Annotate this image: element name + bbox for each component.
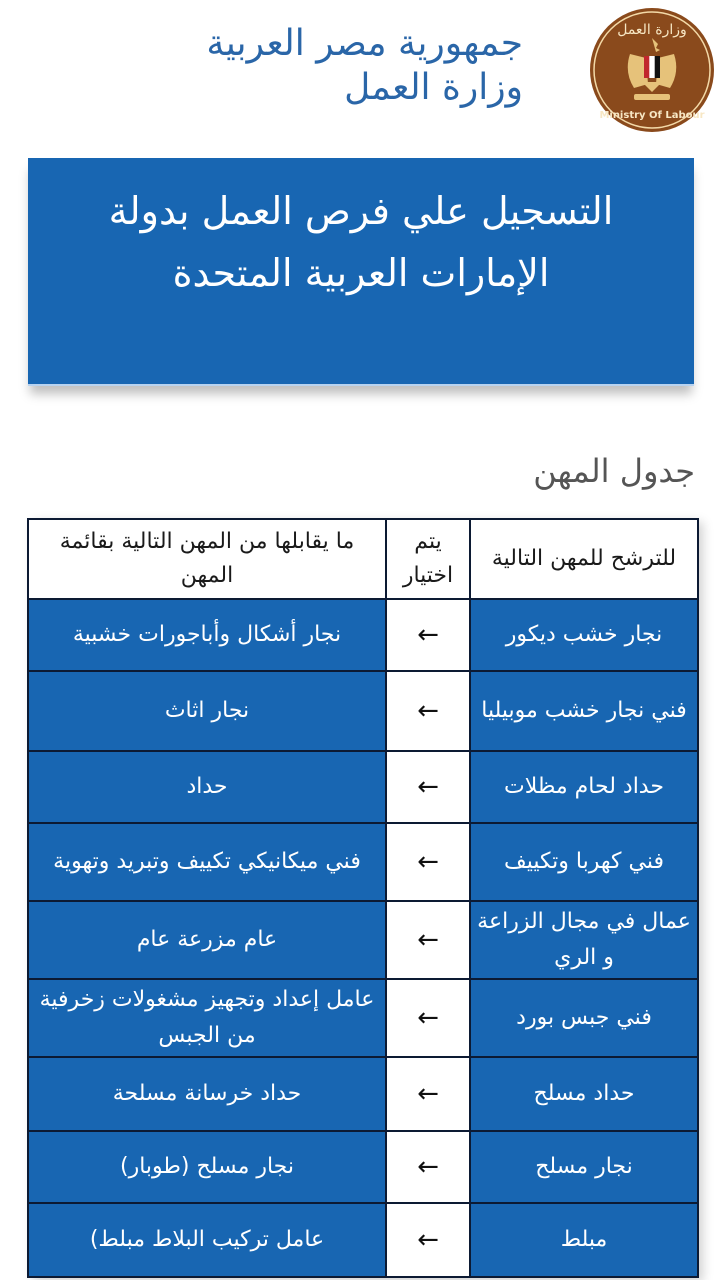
ministry-header (206, 22, 523, 110)
section-title: جدول المهن (533, 452, 695, 490)
cell-from: نجار مسلح (470, 1131, 698, 1203)
cell-to: حداد خرسانة مسلحة (28, 1057, 386, 1131)
svg-text:Ministry Of Labour: Ministry Of Labour (599, 110, 705, 121)
cell-from: مبلط (470, 1203, 698, 1277)
arrow-left-icon: ← (386, 1131, 470, 1203)
arrow-left-icon: ← (386, 1203, 470, 1277)
header-apply-for: للترشح للمهن التالية (470, 519, 698, 599)
table-row (28, 1203, 698, 1277)
professions-table-container (27, 518, 697, 1278)
table-row (28, 599, 698, 671)
table-row (28, 751, 698, 823)
cell-from: فني جبس بورد (470, 979, 698, 1057)
cell-from: حداد لحام مظلات (470, 751, 698, 823)
cell-from: فني نجار خشب موبيليا (470, 671, 698, 751)
arrow-left-icon: ← (386, 823, 470, 901)
cell-to: نجار اثاث (28, 671, 386, 751)
arrow-left-icon: ← (386, 671, 470, 751)
table-row (28, 823, 698, 901)
arrow-left-icon: ← (386, 901, 470, 979)
table-row (28, 671, 698, 751)
table-row (28, 901, 698, 979)
svg-text:وزارة العمل: وزارة العمل (617, 22, 687, 38)
table-row (28, 1131, 698, 1203)
cell-to: نجار مسلح (طوبار) (28, 1131, 386, 1203)
arrow-left-icon: ← (386, 599, 470, 671)
header-line-republic: جمهورية مصر العربية (206, 23, 523, 64)
banner-line-2: الإمارات العربية المتحدة (172, 251, 550, 295)
header-select: يتم اختيار (386, 519, 470, 599)
cell-from: نجار خشب ديكور (470, 599, 698, 671)
table-row (28, 1057, 698, 1131)
cell-from: عمال في مجال الزراعة و الري (470, 901, 698, 979)
banner-line-1: التسجيل علي فرص العمل بدولة (108, 189, 614, 233)
cell-from: حداد مسلح (470, 1057, 698, 1131)
header-equivalent: ما يقابلها من المهن التالية بقائمة المهن (28, 519, 386, 599)
arrow-left-icon: ← (386, 1057, 470, 1131)
registration-banner (28, 158, 694, 386)
professions-table (27, 518, 699, 1278)
cell-to: حداد (28, 751, 386, 823)
cell-to: عامل إعداد وتجهيز مشغولات زخرفية من الجبس (28, 979, 386, 1057)
cell-to: فني ميكانيكي تكييف وتبريد وتهوية (28, 823, 386, 901)
ministry-logo-icon (584, 4, 720, 136)
cell-to: عام مزرعة عام (28, 901, 386, 979)
arrow-left-icon: ← (386, 751, 470, 823)
cell-to: نجار أشكال وأباجورات خشبية (28, 599, 386, 671)
cell-to: عامل تركيب البلاط مبلط) (28, 1203, 386, 1277)
table-row (28, 979, 698, 1057)
table-header-row (28, 519, 698, 599)
arrow-left-icon: ← (386, 979, 470, 1057)
header-line-ministry: وزارة العمل (344, 67, 523, 108)
cell-from: فني كهربا وتكييف (470, 823, 698, 901)
